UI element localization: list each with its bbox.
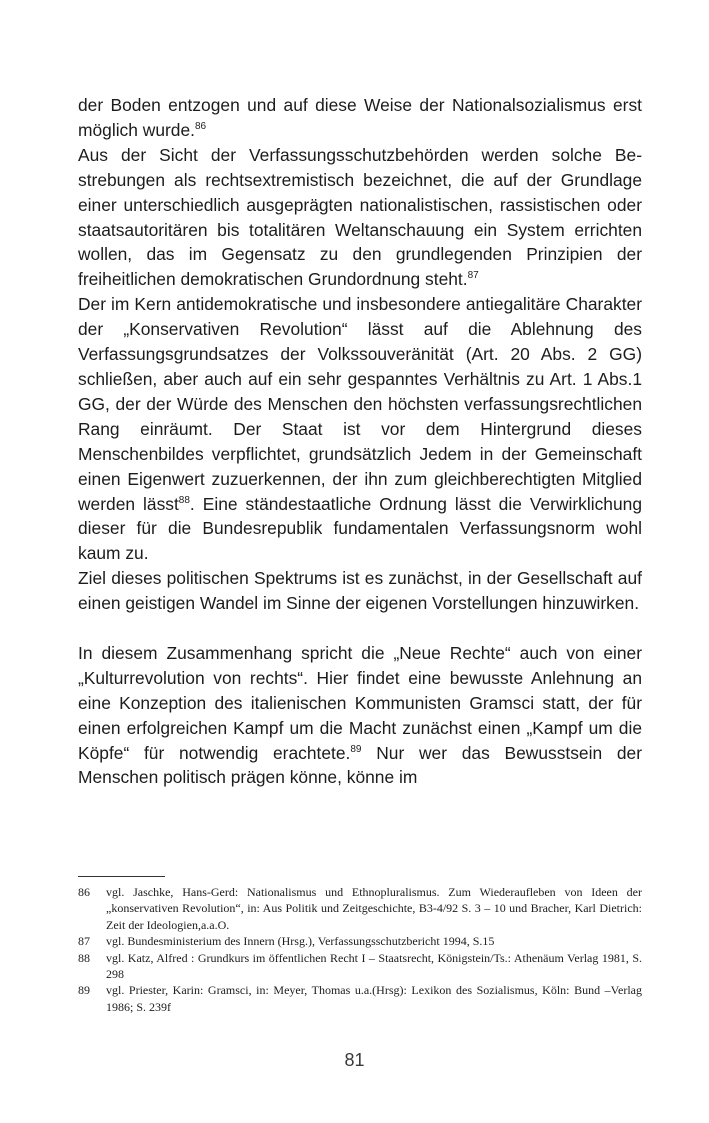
footnote (78, 982, 642, 1015)
footnote-separator (78, 876, 165, 877)
footnote (78, 950, 642, 983)
footnote-ref: 86 (194, 120, 207, 132)
footnotes (78, 884, 642, 1015)
footnote-number: 89 (78, 983, 90, 998)
footnote (78, 933, 642, 949)
footnote (78, 884, 642, 933)
paragraph: der Boden entzogen und auf diese Weise der Nationalsozialismus erst möglich wurde.$^{86}$ (78, 95, 642, 140)
footnote-number: 87 (78, 934, 90, 949)
footnote-number: 88 (78, 950, 90, 965)
paragraph: Ziel dieses politischen Spektrums ist es zunächst, in der Gesellschaft auf einen geistigen Wandel im Sinne der eigenen Vorstellungen hinzuwirken. (78, 568, 642, 614)
footnote-text: vgl. Bundesministerium des Innern (Hrsg.), Verfassungsschutzbericht 1994, S.15 (106, 934, 495, 949)
page-number: 81 (344, 1050, 365, 1070)
footnote-ref: 88 (178, 494, 190, 506)
footnote-text: vgl. Priester, Karin: Gramsci, in: Meyer, Thomas u.a.(Hrsg): Lexikon des Sozialismus, Köln: Bund –Verlag 1986; S. 239f (106, 983, 642, 1014)
footnote-text: vgl. Jaschke, Hans-Gerd: Nationalismus und Ethnopluralismus. Zum Wiederaufleben von Ideen der „konservativen Revolution“, in: Aus Politik und Zeitgeschichte, B3-4/92 S. 3 – 10 und Bracher, Karl Dietrich: Zeit der Ideologien,a.a.O. (106, 885, 642, 932)
footnote-number: 86 (78, 885, 90, 899)
paragraph: Der im Kern antidemokratische und insbesondere antiegalitäre Charakter der „Konservativen Revolution“ lässt auf die Ablehnung des Verfassungsgrundsatzes der Volkssouveränität (Art. 20 Abs. 2 GG) schließen, aber auch auf ein sehr gespanntes Verhältnis zu Art. 1 Abs.1 GG, der der Würde des Menschen den höchsten verfassungsrechtlichen Rang einräumt. Der Staat ist vor dem Hintergrund dieses Menschenbildes verpflichtet, grundsätzlich Jedem in der Gemeinschaft einen Eigenwert zuzuerkennen, der ihn zum gleichberechtigten Mitglied werden lässt$^{88}$. Eine ständestaatliche Ordnung lässt die Verwirklichung dieser für die Bundesrepublik fundamentalen Verfassungsnorm wohl kaum zu. (78, 294, 642, 564)
footnote-text: vgl. Katz, Alfred : Grundkurs im öffentlichen Recht I – Staatsrecht, Königstein/Ts.: Athenäum Verlag 1981, S. 298 (106, 950, 642, 982)
footnote-ref: 89 (350, 743, 362, 755)
paragraph: Aus der Sicht der Verfassungsschutzbehörden werden solche Bestrebungen als rechtsextremistisch bezeichnet, die auf der Grundlage einer unterschiedlich ausgeprägten nationalistischen, rassistischen oder staatsautoritären bis totalitären Weltanschauung ein System errichten wollen, das im Gegensatz zu den grundlegenden Prinzipien der freiheitlichen demokratischen Grundordnung steht.$^{87}$ (78, 144, 642, 290)
paragraph: In diesem Zusammenhang spricht die „Neue Rechte“ auch von einer „Kulturrevolution von rechts“. Hier findet eine bewusste Anlehnung an eine Konzeption des italienischen Kommunisten Gramsci statt, der für einen erfolgreichen Kampf um die Macht zunächst einen „Kampf um die Köpfe“ für notwendig erachtete.$^{89}$ Nur wer das Bewusstsein der Menschen politisch prägen könne, könne im (78, 642, 642, 788)
main-text (78, 93, 642, 790)
footnote-ref: 87 (467, 270, 479, 282)
